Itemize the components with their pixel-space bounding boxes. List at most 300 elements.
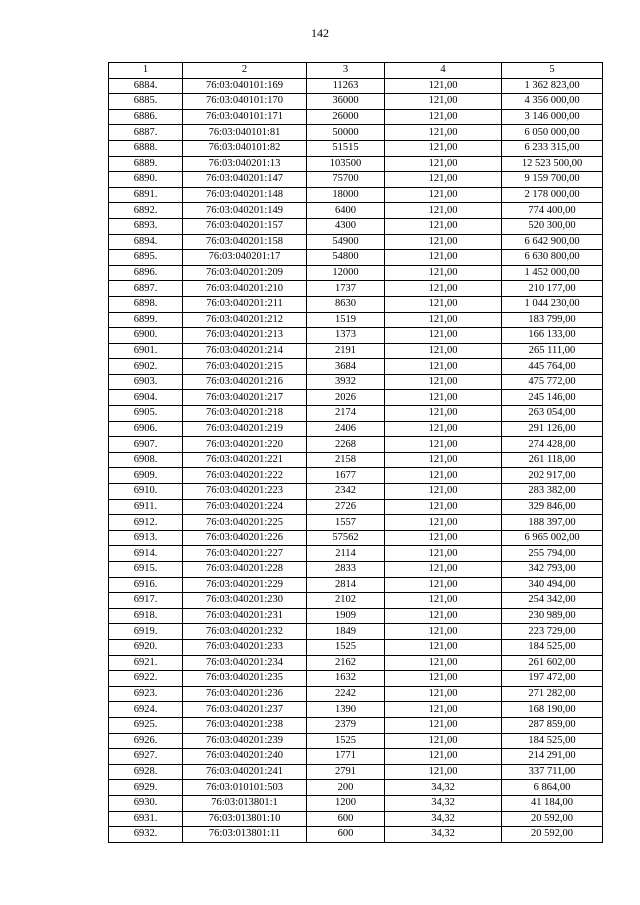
cadastral-number-cell: 76:03:010101:503 (183, 780, 307, 796)
area-cell: 1519 (307, 312, 385, 328)
cadastral-number-cell: 76:03:040201:218 (183, 406, 307, 422)
value-cell: 1 044 230,00 (502, 296, 603, 312)
cadastral-number-cell: 76:03:040101:170 (183, 94, 307, 110)
table-row (109, 125, 603, 141)
area-cell: 3932 (307, 374, 385, 390)
value-cell: 255 794,00 (502, 546, 603, 562)
rate-cell: 121,00 (385, 172, 502, 188)
cadastral-number-cell: 76:03:040201:220 (183, 437, 307, 453)
value-cell: 445 764,00 (502, 359, 603, 375)
row-number-cell: 6913. (109, 530, 183, 546)
table-row (109, 94, 603, 110)
row-number-cell: 6895. (109, 250, 183, 266)
cadastral-number-cell: 76:03:040201:231 (183, 608, 307, 624)
rate-cell: 121,00 (385, 608, 502, 624)
cadastral-number-cell: 76:03:040201:232 (183, 624, 307, 640)
table-row (109, 764, 603, 780)
area-cell: 2406 (307, 421, 385, 437)
row-number-cell: 6911. (109, 499, 183, 515)
table-row (109, 577, 603, 593)
rate-cell: 121,00 (385, 655, 502, 671)
rate-cell: 121,00 (385, 624, 502, 640)
row-number-cell: 6915. (109, 562, 183, 578)
value-cell: 230 989,00 (502, 608, 603, 624)
value-cell: 202 917,00 (502, 468, 603, 484)
rate-cell: 121,00 (385, 749, 502, 765)
table-row (109, 390, 603, 406)
value-cell: 6 642 900,00 (502, 234, 603, 250)
table-header-row (109, 63, 603, 79)
rate-cell: 34,32 (385, 780, 502, 796)
rate-cell: 121,00 (385, 94, 502, 110)
table-row (109, 250, 603, 266)
area-cell: 2726 (307, 499, 385, 515)
row-number-cell: 6907. (109, 437, 183, 453)
row-number-cell: 6892. (109, 203, 183, 219)
row-number-cell: 6896. (109, 265, 183, 281)
cadastral-number-cell: 76:03:040201:237 (183, 702, 307, 718)
table-row (109, 374, 603, 390)
value-cell: 340 494,00 (502, 577, 603, 593)
rate-cell: 121,00 (385, 312, 502, 328)
row-number-cell: 6925. (109, 717, 183, 733)
value-cell: 261 118,00 (502, 452, 603, 468)
area-cell: 1771 (307, 749, 385, 765)
value-cell: 520 300,00 (502, 218, 603, 234)
cadastral-number-cell: 76:03:040201:213 (183, 328, 307, 344)
value-cell: 274 428,00 (502, 437, 603, 453)
area-cell: 2026 (307, 390, 385, 406)
value-cell: 283 382,00 (502, 484, 603, 500)
rate-cell: 121,00 (385, 234, 502, 250)
value-cell: 265 111,00 (502, 343, 603, 359)
cadastral-number-cell: 76:03:040201:236 (183, 686, 307, 702)
value-cell: 6 630 800,00 (502, 250, 603, 266)
area-cell: 600 (307, 827, 385, 843)
rate-cell: 121,00 (385, 702, 502, 718)
table-row (109, 187, 603, 203)
cadastral-number-cell: 76:03:040201:13 (183, 156, 307, 172)
area-cell: 54800 (307, 250, 385, 266)
value-cell: 6 233 315,00 (502, 140, 603, 156)
table-row (109, 156, 603, 172)
table-row (109, 811, 603, 827)
row-number-cell: 6894. (109, 234, 183, 250)
value-cell: 6 050 000,00 (502, 125, 603, 141)
column-header: 5 (502, 63, 603, 79)
cadastral-number-cell: 76:03:040201:229 (183, 577, 307, 593)
row-number-cell: 6909. (109, 468, 183, 484)
area-cell: 1525 (307, 639, 385, 655)
table-row (109, 671, 603, 687)
cadastral-number-cell: 76:03:040201:210 (183, 281, 307, 297)
area-cell: 1909 (307, 608, 385, 624)
value-cell: 337 711,00 (502, 764, 603, 780)
rate-cell: 121,00 (385, 281, 502, 297)
value-cell: 20 592,00 (502, 827, 603, 843)
cadastral-number-cell: 76:03:040201:240 (183, 749, 307, 765)
area-cell: 51515 (307, 140, 385, 156)
row-number-cell: 6932. (109, 827, 183, 843)
row-number-cell: 6920. (109, 639, 183, 655)
row-number-cell: 6888. (109, 140, 183, 156)
cadastral-number-cell: 76:03:040201:239 (183, 733, 307, 749)
rate-cell: 121,00 (385, 187, 502, 203)
row-number-cell: 6903. (109, 374, 183, 390)
table-body (109, 78, 603, 842)
rate-cell: 121,00 (385, 390, 502, 406)
row-number-cell: 6886. (109, 109, 183, 125)
table-row (109, 827, 603, 843)
rate-cell: 121,00 (385, 140, 502, 156)
value-cell: 4 356 000,00 (502, 94, 603, 110)
row-number-cell: 6931. (109, 811, 183, 827)
table-row (109, 530, 603, 546)
cadastral-number-cell: 76:03:040201:157 (183, 218, 307, 234)
cadastral-number-cell: 76:03:040201:227 (183, 546, 307, 562)
value-cell: 1 362 823,00 (502, 78, 603, 94)
rate-cell: 121,00 (385, 577, 502, 593)
area-cell: 2242 (307, 686, 385, 702)
value-cell: 261 602,00 (502, 655, 603, 671)
area-cell: 600 (307, 811, 385, 827)
row-number-cell: 6900. (109, 328, 183, 344)
area-cell: 3684 (307, 359, 385, 375)
row-number-cell: 6912. (109, 515, 183, 531)
rate-cell: 121,00 (385, 109, 502, 125)
area-cell: 1677 (307, 468, 385, 484)
row-number-cell: 6905. (109, 406, 183, 422)
column-header: 1 (109, 63, 183, 79)
row-number-cell: 6919. (109, 624, 183, 640)
table-row (109, 639, 603, 655)
value-cell: 245 146,00 (502, 390, 603, 406)
row-number-cell: 6914. (109, 546, 183, 562)
area-cell: 18000 (307, 187, 385, 203)
area-cell: 103500 (307, 156, 385, 172)
value-cell: 188 397,00 (502, 515, 603, 531)
row-number-cell: 6917. (109, 593, 183, 609)
table-row (109, 343, 603, 359)
row-number-cell: 6927. (109, 749, 183, 765)
cadastral-number-cell: 76:03:040201:158 (183, 234, 307, 250)
table-row (109, 203, 603, 219)
area-cell: 75700 (307, 172, 385, 188)
value-cell: 329 846,00 (502, 499, 603, 515)
row-number-cell: 6922. (109, 671, 183, 687)
table-row (109, 312, 603, 328)
cadastral-number-cell: 76:03:040201:233 (183, 639, 307, 655)
rate-cell: 121,00 (385, 156, 502, 172)
rate-cell: 121,00 (385, 359, 502, 375)
cadastral-number-cell: 76:03:040201:226 (183, 530, 307, 546)
row-number-cell: 6898. (109, 296, 183, 312)
area-cell: 1557 (307, 515, 385, 531)
rate-cell: 121,00 (385, 686, 502, 702)
area-cell: 1849 (307, 624, 385, 640)
table-row (109, 218, 603, 234)
row-number-cell: 6929. (109, 780, 183, 796)
row-number-cell: 6889. (109, 156, 183, 172)
table-row (109, 499, 603, 515)
rate-cell: 121,00 (385, 515, 502, 531)
area-cell: 50000 (307, 125, 385, 141)
column-header: 3 (307, 63, 385, 79)
row-number-cell: 6899. (109, 312, 183, 328)
area-cell: 2162 (307, 655, 385, 671)
rate-cell: 121,00 (385, 250, 502, 266)
table-row (109, 421, 603, 437)
area-cell: 2342 (307, 484, 385, 500)
rate-cell: 34,32 (385, 827, 502, 843)
value-cell: 3 146 000,00 (502, 109, 603, 125)
row-number-cell: 6902. (109, 359, 183, 375)
cadastral-number-cell: 76:03:040201:234 (183, 655, 307, 671)
table-row (109, 78, 603, 94)
value-cell: 9 159 700,00 (502, 172, 603, 188)
table-row (109, 655, 603, 671)
row-number-cell: 6921. (109, 655, 183, 671)
value-cell: 774 400,00 (502, 203, 603, 219)
rate-cell: 121,00 (385, 639, 502, 655)
value-cell: 263 054,00 (502, 406, 603, 422)
rate-cell: 121,00 (385, 499, 502, 515)
rate-cell: 121,00 (385, 125, 502, 141)
rate-cell: 121,00 (385, 468, 502, 484)
rate-cell: 121,00 (385, 452, 502, 468)
row-number-cell: 6918. (109, 608, 183, 624)
value-cell: 254 342,00 (502, 593, 603, 609)
value-cell: 6 864,00 (502, 780, 603, 796)
cadastral-number-cell: 76:03:040201:221 (183, 452, 307, 468)
row-number-cell: 6901. (109, 343, 183, 359)
table-row (109, 515, 603, 531)
table-row (109, 608, 603, 624)
table-row (109, 452, 603, 468)
rate-cell: 121,00 (385, 328, 502, 344)
value-cell: 184 525,00 (502, 733, 603, 749)
table-row (109, 328, 603, 344)
page-number: 142 (311, 26, 329, 40)
rate-cell: 121,00 (385, 265, 502, 281)
cadastral-number-cell: 76:03:040201:222 (183, 468, 307, 484)
cadastral-number-cell: 76:03:013801:10 (183, 811, 307, 827)
column-header: 4 (385, 63, 502, 79)
table-row (109, 468, 603, 484)
area-cell: 4300 (307, 218, 385, 234)
table-row (109, 702, 603, 718)
area-cell: 2379 (307, 717, 385, 733)
row-number-cell: 6884. (109, 78, 183, 94)
rate-cell: 121,00 (385, 562, 502, 578)
table-row (109, 437, 603, 453)
table-row (109, 546, 603, 562)
cadastral-number-cell: 76:03:040201:235 (183, 671, 307, 687)
cadastral-number-cell: 76:03:040201:211 (183, 296, 307, 312)
row-number-cell: 6906. (109, 421, 183, 437)
cadastral-number-cell: 76:03:040201:147 (183, 172, 307, 188)
area-cell: 12000 (307, 265, 385, 281)
cadastral-number-cell: 76:03:040201:214 (183, 343, 307, 359)
row-number-cell: 6928. (109, 764, 183, 780)
rate-cell: 121,00 (385, 530, 502, 546)
area-cell: 2114 (307, 546, 385, 562)
area-cell: 54900 (307, 234, 385, 250)
table-row (109, 484, 603, 500)
data-table (108, 62, 603, 843)
cadastral-number-cell: 76:03:040201:215 (183, 359, 307, 375)
rate-cell: 121,00 (385, 78, 502, 94)
area-cell: 200 (307, 780, 385, 796)
row-number-cell: 6885. (109, 94, 183, 110)
table-row (109, 780, 603, 796)
column-header: 2 (183, 63, 307, 79)
value-cell: 271 282,00 (502, 686, 603, 702)
area-cell: 6400 (307, 203, 385, 219)
cadastral-number-cell: 76:03:040201:149 (183, 203, 307, 219)
cadastral-number-cell: 76:03:040201:238 (183, 717, 307, 733)
table-row (109, 234, 603, 250)
area-cell: 2791 (307, 764, 385, 780)
area-cell: 8630 (307, 296, 385, 312)
value-cell: 184 525,00 (502, 639, 603, 655)
table-row (109, 359, 603, 375)
rate-cell: 121,00 (385, 593, 502, 609)
table-row (109, 717, 603, 733)
table-row (109, 593, 603, 609)
table-row (109, 733, 603, 749)
cadastral-number-cell: 76:03:040201:225 (183, 515, 307, 531)
value-cell: 197 472,00 (502, 671, 603, 687)
cadastral-number-cell: 76:03:040101:171 (183, 109, 307, 125)
table-row (109, 296, 603, 312)
value-cell: 168 190,00 (502, 702, 603, 718)
row-number-cell: 6887. (109, 125, 183, 141)
table-row (109, 624, 603, 640)
table-row (109, 795, 603, 811)
value-cell: 287 859,00 (502, 717, 603, 733)
row-number-cell: 6897. (109, 281, 183, 297)
area-cell: 36000 (307, 94, 385, 110)
cadastral-number-cell: 76:03:040201:224 (183, 499, 307, 515)
area-cell: 2814 (307, 577, 385, 593)
area-cell: 1737 (307, 281, 385, 297)
value-cell: 214 291,00 (502, 749, 603, 765)
cadastral-number-cell: 76:03:040201:230 (183, 593, 307, 609)
area-cell: 2833 (307, 562, 385, 578)
rate-cell: 121,00 (385, 733, 502, 749)
value-cell: 166 133,00 (502, 328, 603, 344)
rate-cell: 121,00 (385, 671, 502, 687)
area-cell: 2174 (307, 406, 385, 422)
area-cell: 2102 (307, 593, 385, 609)
cadastral-number-cell: 76:03:040201:223 (183, 484, 307, 500)
rate-cell: 121,00 (385, 374, 502, 390)
value-cell: 2 178 000,00 (502, 187, 603, 203)
row-number-cell: 6910. (109, 484, 183, 500)
cadastral-number-cell: 76:03:040201:241 (183, 764, 307, 780)
table-row (109, 140, 603, 156)
area-cell: 2191 (307, 343, 385, 359)
row-number-cell: 6893. (109, 218, 183, 234)
cadastral-number-cell: 76:03:040201:148 (183, 187, 307, 203)
value-cell: 342 793,00 (502, 562, 603, 578)
rate-cell: 121,00 (385, 764, 502, 780)
table-row (109, 749, 603, 765)
rate-cell: 121,00 (385, 437, 502, 453)
value-cell: 6 965 002,00 (502, 530, 603, 546)
cadastral-number-cell: 76:03:040201:217 (183, 390, 307, 406)
value-cell: 291 126,00 (502, 421, 603, 437)
area-cell: 1200 (307, 795, 385, 811)
area-cell: 1525 (307, 733, 385, 749)
table-row (109, 265, 603, 281)
value-cell: 210 177,00 (502, 281, 603, 297)
rate-cell: 121,00 (385, 343, 502, 359)
area-cell: 2158 (307, 452, 385, 468)
cadastral-number-cell: 76:03:040201:219 (183, 421, 307, 437)
cadastral-number-cell: 76:03:040101:81 (183, 125, 307, 141)
rate-cell: 121,00 (385, 218, 502, 234)
rate-cell: 121,00 (385, 484, 502, 500)
cadastral-number-cell: 76:03:040101:82 (183, 140, 307, 156)
rate-cell: 34,32 (385, 795, 502, 811)
table-row (109, 109, 603, 125)
row-number-cell: 6890. (109, 172, 183, 188)
cadastral-number-cell: 76:03:040201:228 (183, 562, 307, 578)
area-cell: 26000 (307, 109, 385, 125)
row-number-cell: 6916. (109, 577, 183, 593)
value-cell: 1 452 000,00 (502, 265, 603, 281)
area-cell: 1373 (307, 328, 385, 344)
row-number-cell: 6904. (109, 390, 183, 406)
table-row (109, 281, 603, 297)
row-number-cell: 6908. (109, 452, 183, 468)
cadastral-number-cell: 76:03:040101:169 (183, 78, 307, 94)
value-cell: 20 592,00 (502, 811, 603, 827)
area-cell: 2268 (307, 437, 385, 453)
row-number-cell: 6924. (109, 702, 183, 718)
rate-cell: 121,00 (385, 296, 502, 312)
rate-cell: 121,00 (385, 717, 502, 733)
value-cell: 183 799,00 (502, 312, 603, 328)
value-cell: 223 729,00 (502, 624, 603, 640)
cadastral-number-cell: 76:03:040201:216 (183, 374, 307, 390)
cadastral-number-cell: 76:03:040201:209 (183, 265, 307, 281)
rate-cell: 34,32 (385, 811, 502, 827)
row-number-cell: 6923. (109, 686, 183, 702)
area-cell: 1390 (307, 702, 385, 718)
value-cell: 12 523 500,00 (502, 156, 603, 172)
rate-cell: 121,00 (385, 421, 502, 437)
cadastral-number-cell: 76:03:013801:1 (183, 795, 307, 811)
row-number-cell: 6930. (109, 795, 183, 811)
table-row (109, 686, 603, 702)
cadastral-number-cell: 76:03:040201:212 (183, 312, 307, 328)
cadastral-number-cell: 76:03:013801:11 (183, 827, 307, 843)
rate-cell: 121,00 (385, 203, 502, 219)
row-number-cell: 6926. (109, 733, 183, 749)
value-cell: 475 772,00 (502, 374, 603, 390)
cadastral-number-cell: 76:03:040201:17 (183, 250, 307, 266)
table-row (109, 406, 603, 422)
table-row (109, 562, 603, 578)
rate-cell: 121,00 (385, 406, 502, 422)
rate-cell: 121,00 (385, 546, 502, 562)
value-cell: 41 184,00 (502, 795, 603, 811)
area-cell: 57562 (307, 530, 385, 546)
area-cell: 11263 (307, 78, 385, 94)
